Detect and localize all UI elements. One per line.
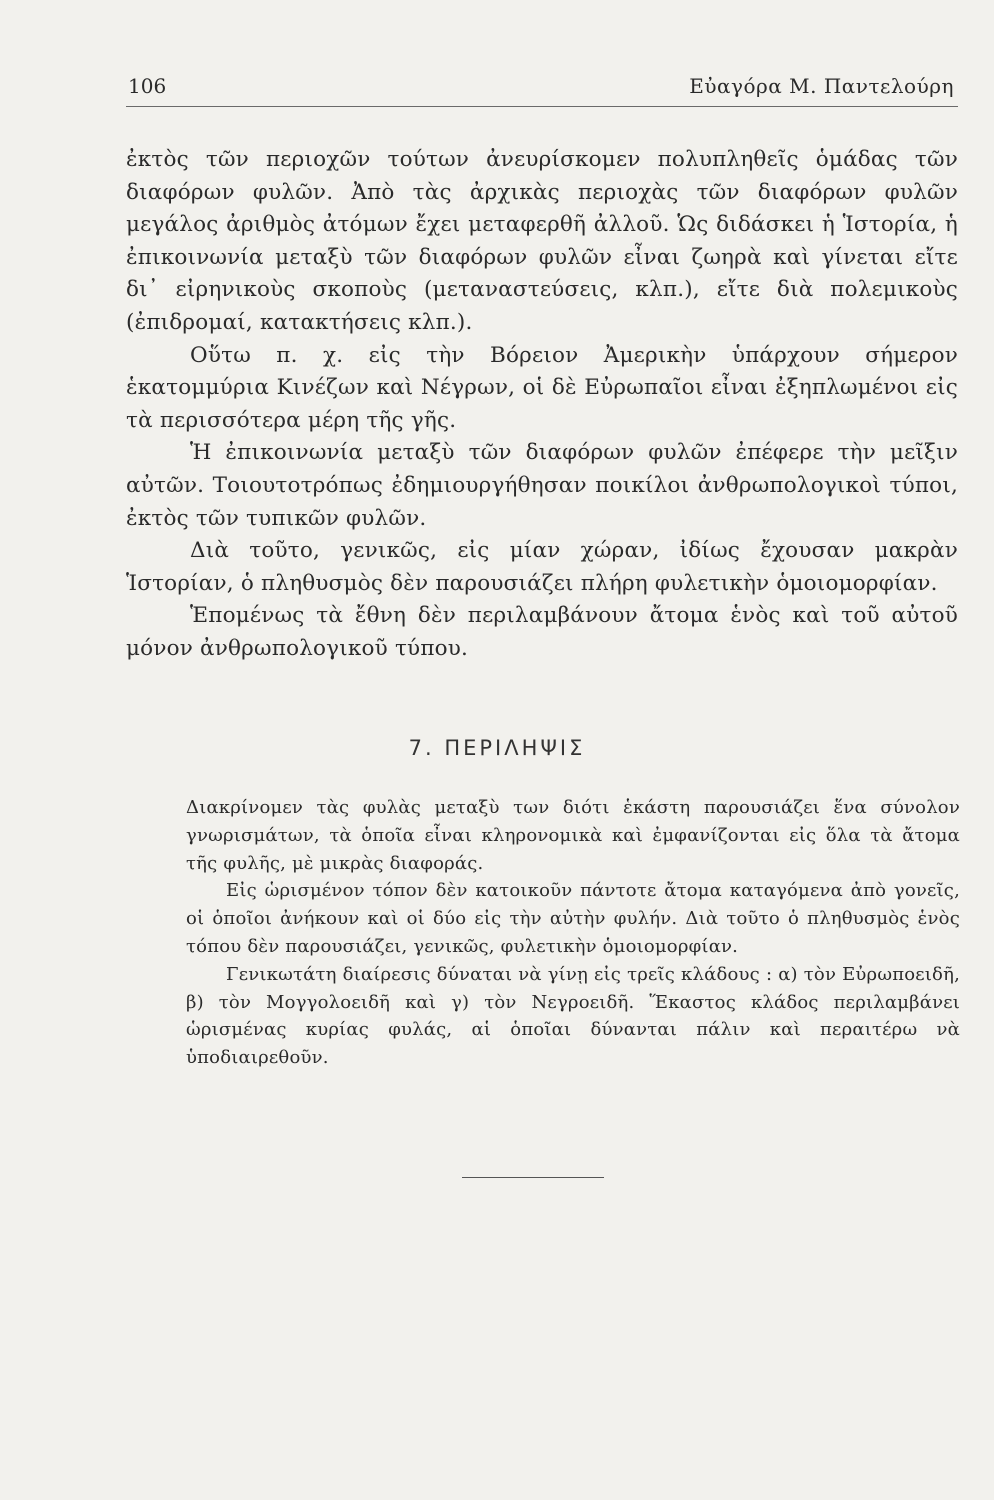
paragraph: Διὰ τοῦτο, γενικῶς, εἰς μίαν χώραν, ἰδίως ἔχουσαν μακρὰν Ἱστορίαν, ὁ πληθυσμὸς δὲν παρουσιάζει πλήρη φυλετικὴν ὁμοιομορφίαν. xyxy=(126,538,958,596)
paragraph: Ἑπομένως τὰ ἔθνη δὲν περιλαμβάνουν ἄτομα ἑνὸς καὶ τοῦ αὐτοῦ μόνον ἀνθρωπολογικοῦ τύπου. xyxy=(126,603,958,661)
summary-paragraph: Γενικωτάτη διαίρεσις δύναται νὰ γίνῃ εἰς τρεῖς κλάδους : α) τὸν Εὐρωποειδῆ, β) τὸν Μογγολοειδῆ καὶ γ) τὸν Νεγροειδῆ. Ἕκαστος κλάδος περιλαμβάνει ὡρισμένας κυρίας φυλάς, αἱ ὁποῖαι δύνανται πάλιν καὶ περαιτέρω νὰ ὑποδιαιρεθοῦν. xyxy=(186,963,960,1069)
summary-paragraph: Εἰς ὡρισμένον τόπον δὲν κατοικοῦν πάντοτε ἄτομα καταγόμενα ἀπὸ γονεῖς, οἱ ὁποῖοι ἀνήκουν καὶ οἱ δύο εἰς τὴν αὐτὴν φυλήν. Διὰ τοῦτο ὁ πληθυσμὸς ἑνὸς τόπου δὲν παρουσιάζει, γενικῶς, φυλετικὴν ὁμοιομορφίαν. xyxy=(186,880,960,957)
header-rule xyxy=(126,106,958,107)
summary-paragraph: Διακρίνομεν τὰς φυλὰς μεταξὺ των διότι ἑκάστη παρουσιάζει ἕνα σύνολον γνωρισμάτων, τὰ ὁποῖα εἶναι κληρονομικὰ καὶ ἐμφανίζονται εἰς ὅλα τὰ ἄτομα τῆς φυλῆς, μὲ μικρὰς διαφοράς. xyxy=(186,797,960,874)
end-rule xyxy=(462,1177,604,1178)
paragraph: Οὕτω π. χ. εἰς τὴν Βόρειον Ἀμερικὴν ὑπάρχουν σήμερον ἑκατομμύρια Κινέζων καὶ Νέγρων, οἱ δὲ Εὐρωπαῖοι εἶναι ἐξηπλωμένοι εἰς τὰ περισσότερα μέρη τῆς γῆς. xyxy=(126,342,958,433)
summary-text xyxy=(186,794,960,1072)
page-number: 106 xyxy=(128,74,167,98)
running-head: Εὐαγόρα Μ. Παντελούρη xyxy=(689,74,954,98)
paragraph: Ἡ ἐπικοινωνία μεταξὺ τῶν διαφόρων φυλῶν ἐπέφερε τὴν μεῖξιν αὐτῶν. Τοιουτοτρόπως ἐδημιουργήθησαν ποικίλοι ἀνθρωπολογικοὶ τύποι, ἐκτὸς τῶν τυπικῶν φυλῶν. xyxy=(126,440,958,531)
section-title: 7. ΠΕΡΙΛΗΨΙΣ xyxy=(408,736,586,760)
main-text xyxy=(126,144,958,666)
paragraph: ἐκτὸς τῶν περιοχῶν τούτων ἀνευρίσκομεν πολυπληθεῖς ὁμάδας τῶν διαφόρων φυλῶν. Ἀπὸ τὰς ἀρχικὰς περιοχὰς τῶν διαφόρων φυλῶν μεγάλος ἀριθμὸς ἀτόμων ἔχει μεταφερθῆ ἀλλοῦ. Ὡς διδάσκει ἡ Ἱστορία, ἡ ἐπικοινωνία μεταξὺ τῶν διαφόρων φυλῶν εἶναι ζωηρὰ καὶ γίνεται εἴτε δι᾽ εἰρηνικοὺς σκοποὺς (μεταναστεύσεις, κλπ.), εἴτε διὰ πολεμικοὺς (ἐπιδρομαί, κατακτήσεις κλπ.). xyxy=(126,147,958,335)
